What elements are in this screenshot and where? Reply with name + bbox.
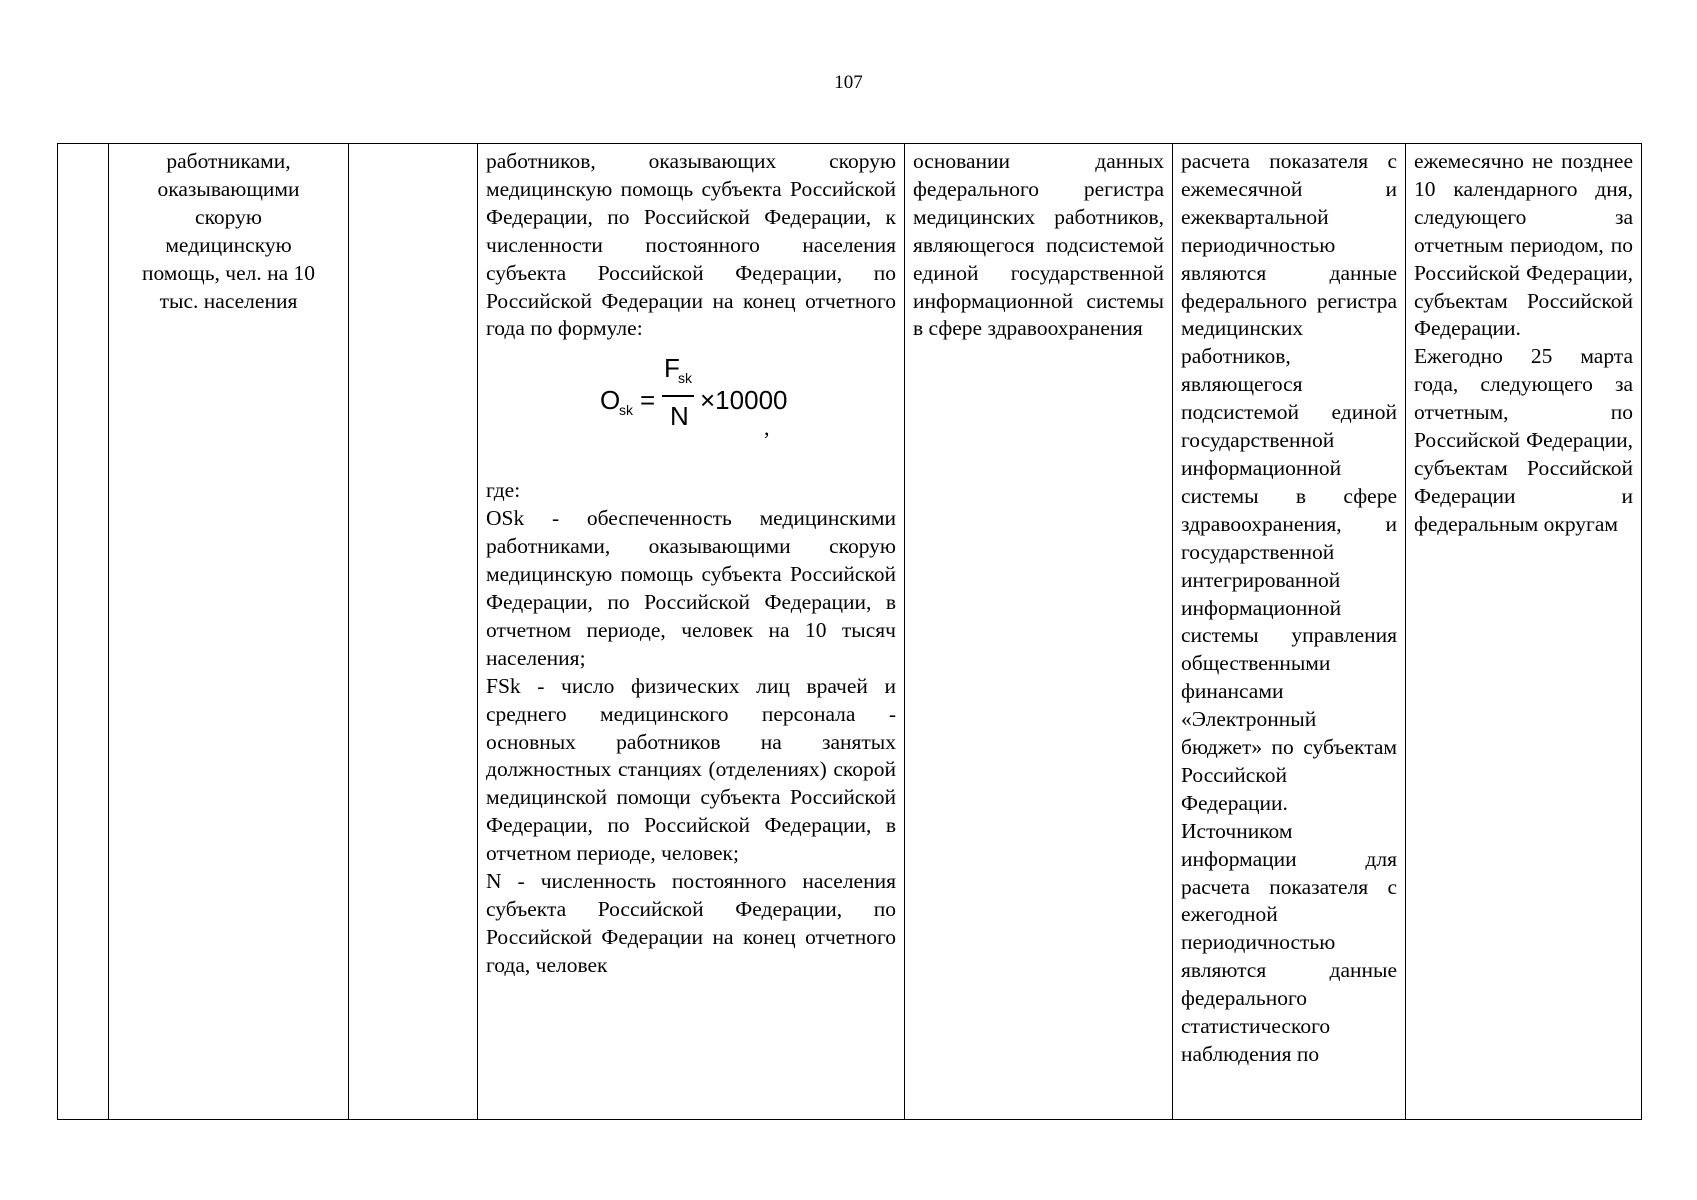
formula-numerator-subscript: sk — [678, 370, 692, 387]
formula — [600, 351, 840, 451]
indicator-name-line: скорую — [195, 204, 262, 229]
schedule-yearly: Ежегодно 25 марта года, следующего за отчетным, по Российской Федерации, субъектам Российской Федерации и федеральным округам — [1414, 344, 1633, 536]
table-cell-number — [58, 144, 109, 1120]
formula-denominator: N — [670, 401, 689, 432]
table-cell-methodology — [478, 144, 905, 1120]
definition-osk: OSk - обеспеченность медицинскими работниками, оказывающими скорую медицинскую помощь субъекта Российской Федерации, по Российской Федерации, в отчетном периоде, человек на 10 тысяч населения; — [486, 506, 896, 670]
table-cell-data-source — [1173, 144, 1406, 1120]
formula-multiplier: ×10000 — [700, 385, 788, 416]
indicator-name-line: медицинскую — [165, 232, 292, 257]
formula-block — [486, 343, 896, 477]
page-number: 107 — [834, 72, 863, 93]
table-cell-schedule — [1406, 144, 1642, 1120]
table-cell-source-basis — [905, 144, 1173, 1120]
definition-fsk: FSk - число физических лиц врачей и среднего медицинского персонала - основных работников на занятых должностных станциях (отделениях) скорой медицинской помощи субъекта Российской Федерации, по Российской Федерации, в отчетном периоде, человек; — [486, 673, 896, 866]
indicator-name-line: тыс. населения — [159, 288, 298, 313]
formula-comma: , — [764, 415, 770, 441]
schedule-monthly: ежемесячно не позднее 10 календарного дня, следующего за отчетным периодом, по Российской Федерации, субъектам Российской Федерации. — [1414, 149, 1633, 341]
formula-fraction-bar — [662, 395, 694, 397]
formula-equals: = — [640, 385, 656, 416]
indicator-name-line: оказывающими — [157, 176, 300, 201]
table-cell-empty — [349, 144, 478, 1120]
source-basis-text: основании данных федерального регистра медицинских работников, являющегося подсистемой единой государственной информационной системы в сфере здравоохранения — [913, 149, 1164, 341]
table-row — [58, 144, 1642, 1120]
table-cell-indicator-name — [109, 144, 349, 1120]
methodology-intro: работников, оказывающих скорую медицинскую помощь субъекта Российской Федерации, по Российской Федерации, к численности постоянного населения субъекта Российской Федерации, по Российской Федерации на конец отчетного года по формуле: — [486, 149, 896, 341]
formula-o-subscript: sk — [619, 402, 633, 419]
indicator-name-line: помощь, чел. на 10 — [141, 260, 316, 285]
data-source-text: расчета показателя с ежемесячной и ежеквартальной периодичностью являются данные федерального регистра медицинских работников, являющегося подсистемой единой государственной информационной системы в сфере здравоохранения, и государственной интегрированной информационной системы управления общественными финансами «Электронный бюджет» по субъектам Российской Федерации. Источником информации для расчета показателя с ежегодной периодичностью являются данные федерального статистического наблюдения по — [1181, 149, 1397, 1066]
definition-n: N - численность постоянного населения субъекта Российской Федерации, по Российской Федерации на конец отчетного года, человек — [486, 869, 896, 977]
where-label: где: — [486, 478, 521, 503]
indicator-name-line: работниками, — [166, 149, 291, 173]
formula-o: O — [600, 385, 621, 416]
indicator-table — [57, 143, 1642, 1120]
formula-numerator: F — [664, 353, 680, 384]
